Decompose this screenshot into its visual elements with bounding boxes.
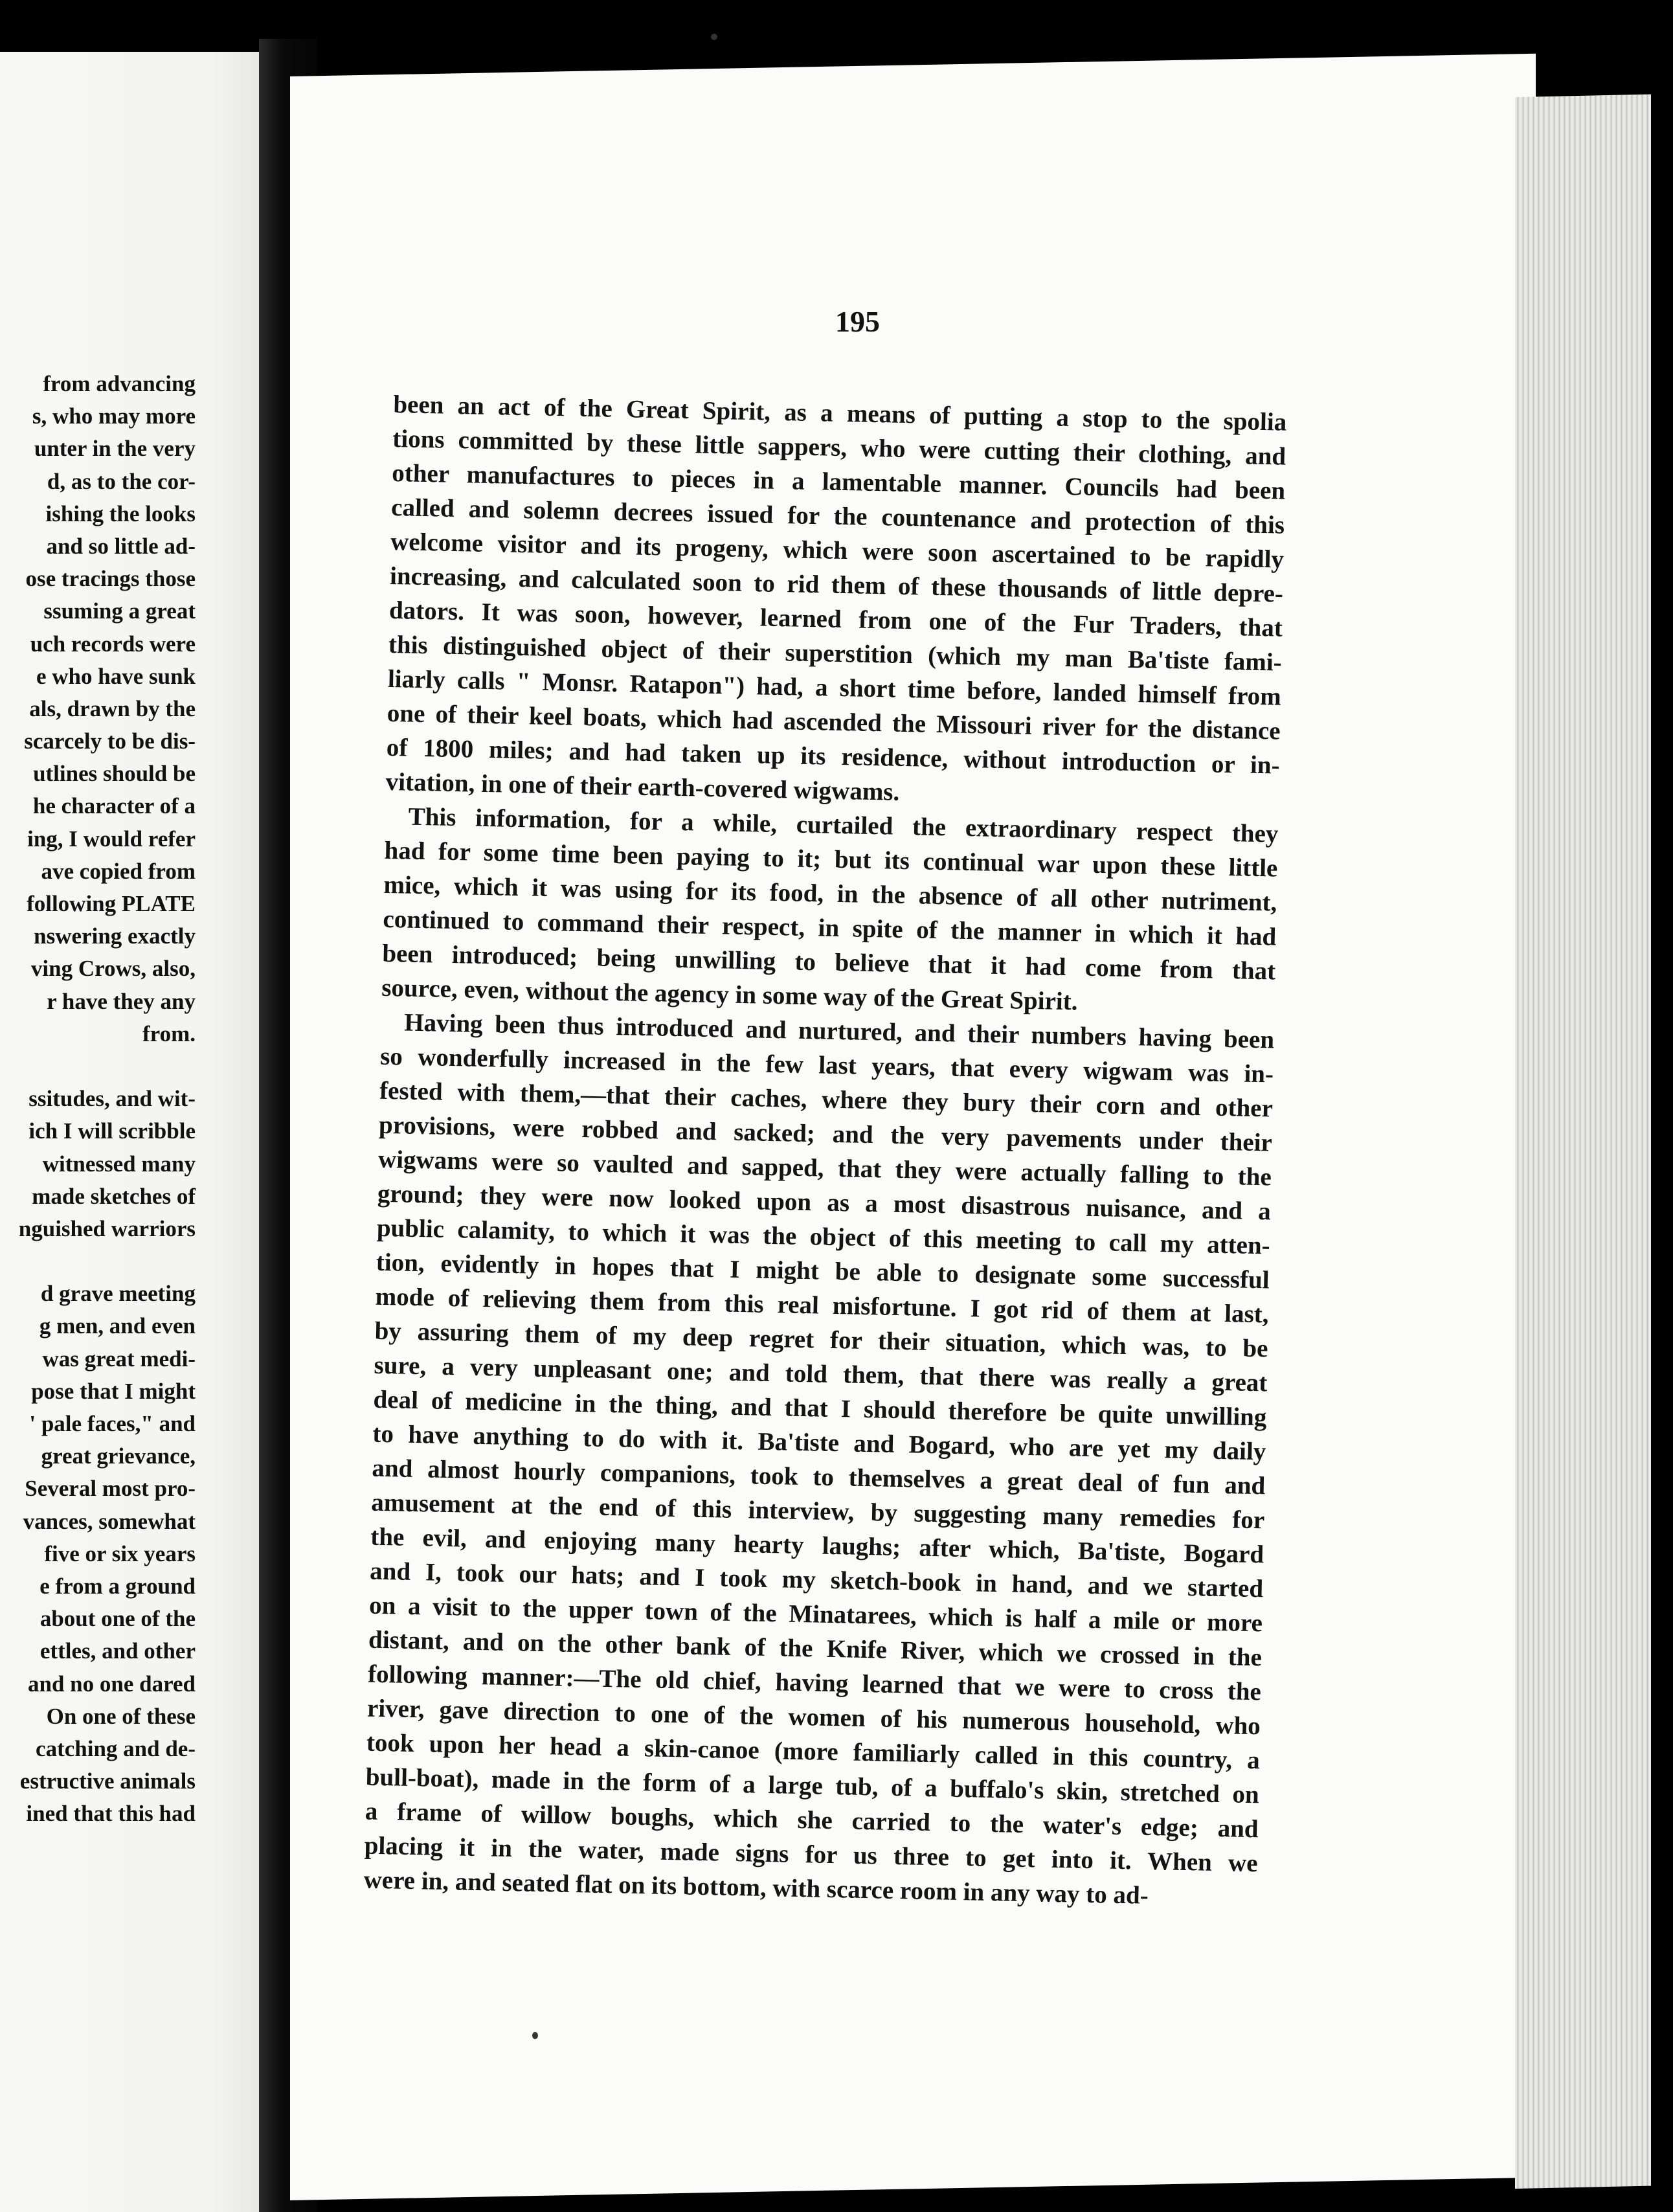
- body-text-line: tions committed by these little sappers, who were cutting their clothing, and: [392, 424, 1286, 471]
- left-page-text-column: [0, 368, 196, 1830]
- left-text-line: from advancing: [43, 371, 196, 396]
- left-text-line: scarcely to be dis-: [24, 728, 196, 754]
- body-text-line: source, even, without the agency in some way of the Great Spirit.: [381, 973, 1078, 1016]
- body-text-line: and almost hourly companions, took to themselves a great deal of fun and: [372, 1454, 1266, 1500]
- body-text-line: placing it in the water, made signs for us three to get into it. When we: [364, 1831, 1258, 1878]
- left-text-line: ave copied from: [41, 858, 196, 884]
- left-text-line: nswering exactly: [34, 923, 196, 949]
- left-text-line: [0, 1050, 196, 1083]
- left-text-line: ishing the looks: [45, 501, 196, 526]
- body-text-line: so wonderfully increased in the few last years, that every wigwam was in-: [379, 1042, 1274, 1089]
- left-text-line: nguished warriors: [18, 1215, 196, 1241]
- left-text-line: ing, I would refer: [27, 826, 196, 852]
- left-text-line: ssitudes, and wit-: [28, 1086, 196, 1112]
- body-text-line: and I, took our hats; and I took my sketch-book in hand, and we started: [369, 1557, 1264, 1603]
- body-text-line: other manufactures to pieces in a lamentable manner. Councils had been: [391, 458, 1286, 505]
- body-text-line: by assuring them of my deep regret for their situation, which was, to be: [374, 1316, 1268, 1363]
- body-text-line: of 1800 miles; and had taken up its residence, without introduction or in-: [386, 733, 1280, 780]
- body-text-line: following manner:—The old chief, having learned that we were to cross the: [367, 1660, 1262, 1706]
- left-text-line: pose that I might: [31, 1378, 196, 1404]
- left-text-line: ving Crows, also,: [30, 956, 196, 982]
- left-text-line: and no one dared: [27, 1671, 196, 1697]
- left-text-line: s, who may more: [32, 403, 196, 429]
- body-text-line: to have anything to do with it. Ba'tiste and Bogard, who are yet my daily: [372, 1419, 1266, 1466]
- left-text-line: he character of a: [32, 793, 196, 819]
- body-text-line: been an act of the Great Spirit, as a means of putting a stop to the spolia: [393, 390, 1287, 436]
- left-text-line: estructive animals: [19, 1768, 196, 1794]
- body-text-line: deal of medicine in the thing, and that I should therefore be quite unwilling: [373, 1385, 1267, 1432]
- body-text-line: mice, which it was using for its food, in the absence of all other nutriment,: [383, 870, 1277, 917]
- body-text-line: tion, evidently in hopes that I might be able to designate some successful: [376, 1248, 1270, 1294]
- left-text-line: and so little ad-: [46, 533, 196, 559]
- body-text-line: this distinguished object of their superstition (which my man Ba'tiste fami-: [388, 630, 1283, 677]
- body-text-line: one of their keel boats, which had ascended the Missouri river for the distance: [387, 699, 1281, 745]
- left-text-line: from.: [142, 1021, 196, 1046]
- left-text-line: e who have sunk: [36, 663, 196, 689]
- left-text-line: ose tracings those: [25, 566, 196, 592]
- body-text-line: ground; they were now looked upon as a most disastrous nuisance, and a: [377, 1179, 1272, 1226]
- body-text-line: had for some time been paying to it; but its continual war upon these little: [384, 836, 1278, 883]
- left-text-line: d grave meeting: [40, 1281, 196, 1307]
- left-text-line: On one of these: [46, 1703, 196, 1729]
- body-text-line: continued to command their respect, in spite of the manner in which it had: [383, 905, 1277, 951]
- body-text-line: vitation, in one of their earth-covered wigwams.: [385, 767, 900, 806]
- body-text-line: the evil, and enjoying many hearty laughs; after which, Ba'tiste, Bogard: [370, 1522, 1264, 1569]
- left-text-line: great grievance,: [41, 1443, 196, 1469]
- left-text-line: ssuming a great: [43, 598, 196, 624]
- body-text-line: dators. It was soon, however, learned from one of the Fur Traders, that: [388, 596, 1283, 642]
- body-text-line: a frame of willow boughs, which she carried to the water's edge; and: [365, 1797, 1259, 1844]
- body-text-line: were in, and seated flat on its bottom, with scarce room in any way to ad-: [363, 1866, 1149, 1910]
- body-text-line: took upon her head a skin-canoe (more familiarly called in this country, a: [366, 1728, 1261, 1775]
- body-text-line: welcome visitor and its progeny, which were soon ascertained to be rapidly: [390, 527, 1285, 574]
- left-text-line: utlines should be: [33, 761, 196, 787]
- body-text-line: called and solemn decrees issued for the countenance and protection of this: [390, 493, 1285, 539]
- left-text-line: ettles, and other: [39, 1638, 196, 1664]
- left-text-line: made sketches of: [32, 1183, 196, 1209]
- left-text-line: g men, and even: [39, 1313, 196, 1339]
- left-text-line: ined that this had: [26, 1801, 196, 1827]
- right-page-body-text: [363, 387, 1287, 1915]
- body-text-line: sure, a very unpleasant one; and told them, that there was really a great: [374, 1351, 1268, 1397]
- left-text-line: was great medi-: [42, 1346, 196, 1371]
- left-text-line: five or six years: [44, 1541, 196, 1566]
- body-text-line: amusement at the end of this interview, by suggesting many remedies for: [370, 1488, 1265, 1535]
- page-edges: [1515, 95, 1651, 2189]
- left-text-line: unter in the very: [34, 436, 196, 462]
- body-text-line: mode of relieving them from this real misfortune. I got rid of them at last,: [375, 1282, 1269, 1329]
- body-text-line: fested with them,—that their caches, where they bury their corn and other: [379, 1076, 1274, 1123]
- left-text-line: e from a ground: [39, 1573, 196, 1599]
- body-text-line: on a visit to the upper town of the Minatarees, which is half a mile or more: [368, 1591, 1263, 1638]
- left-text-line: vances, somewhat: [23, 1508, 196, 1534]
- body-text-line: distant, and on the other bank of the Knife River, which we crossed in the: [368, 1625, 1263, 1672]
- left-text-line: witnessed many: [42, 1151, 196, 1177]
- ink-speck: [711, 34, 717, 40]
- left-text-line: about one of the: [39, 1606, 196, 1632]
- left-text-line: following PLATE: [27, 891, 196, 916]
- left-text-line: ' pale faces," and: [29, 1411, 196, 1436]
- page-number: 195: [835, 305, 880, 338]
- left-text-line: als, drawn by the: [29, 695, 196, 721]
- left-text-line: r have they any: [47, 988, 196, 1014]
- body-text-line: river, gave direction to one of the women of his numerous household, who: [366, 1694, 1261, 1741]
- body-text-line: wigwams were so vaulted and sapped, that they were actually falling to the: [377, 1145, 1272, 1191]
- left-text-line: ich I will scribble: [28, 1118, 196, 1144]
- body-text-line: Having been thus introduced and nurtured, and their numbers having been: [403, 1008, 1275, 1054]
- left-text-line: [0, 1245, 196, 1278]
- body-text-line: liarly calls " Monsr. Ratapon") had, a short time before, landed himself from: [387, 664, 1282, 711]
- body-text-line: bull-boat), made in the form of a large tub, of a buffalo's skin, stretched on: [365, 1763, 1260, 1809]
- left-text-line: Several most pro-: [25, 1476, 196, 1502]
- left-text-line: uch records were: [30, 631, 196, 657]
- left-text-line: catching and de-: [36, 1735, 196, 1761]
- left-text-line: d, as to the cor-: [47, 468, 196, 494]
- body-text-line: increasing, and calculated soon to rid them of these thousands of little depre-: [389, 561, 1284, 608]
- body-text-line: provisions, were robbed and sacked; and the very pavements under their: [378, 1111, 1273, 1157]
- body-text-line: been introduced; being unwilling to believe that it had come from that: [382, 939, 1276, 986]
- body-text-line: This information, for a while, curtailed the extraordinary respect they: [408, 802, 1279, 848]
- body-text-line: public calamity, to which it was the object of this meeting to call my atten-: [376, 1213, 1271, 1260]
- ink-speck: [532, 2032, 538, 2039]
